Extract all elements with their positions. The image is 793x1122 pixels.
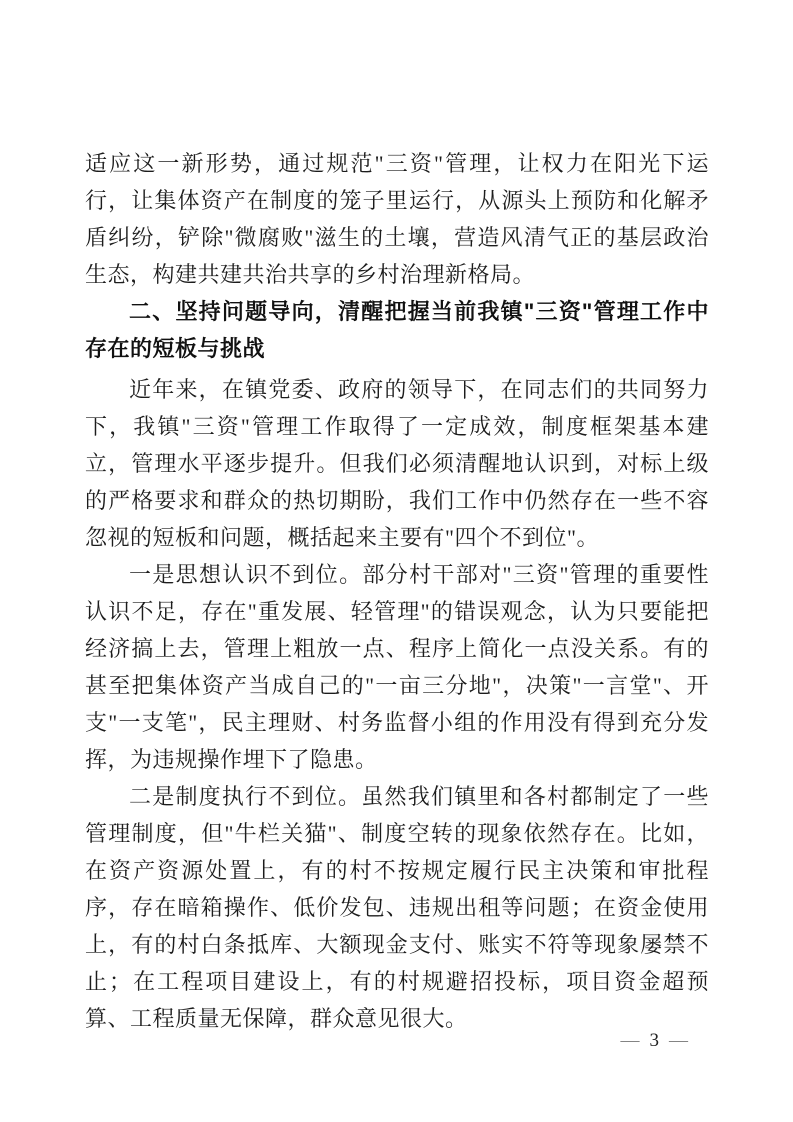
document-body bbox=[85, 145, 709, 1037]
footer-dash-left: — bbox=[620, 1030, 640, 1051]
paragraph-overview: 近年来，在镇党委、政府的领导下，在同志们的共同努力下，我镇"三资"管理工作取得了一定成效，制度框架基本建立，管理水平逐步提升。但我们必须清醒地认识到，对标上级的严格要求和群众的热切期盼，我们工作中仍然存在一些不容忽视的短板和问题，概括起来主要有"四个不到位"。 bbox=[85, 377, 709, 550]
page-footer bbox=[621, 1030, 689, 1052]
paragraph-continuation: 适应这一新形势，通过规范"三资"管理，让权力在阳光下运行，让集体资产在制度的笼子里运行，从源头上预防和化解矛盾纠纷，铲除"微腐败"滋生的土壤，营造风清气正的基层政治生态，构建共建共治共享的乡村治理新格局。 bbox=[85, 151, 709, 287]
page-number: 3 bbox=[649, 1030, 659, 1051]
footer-dash-right: — bbox=[669, 1030, 688, 1051]
paragraph-point-two: 二是制度执行不到位。虽然我们镇里和各村都制定了一些管理制度，但"牛栏关猫"、制度空转的现象依然存在。比如，在资产资源处置上，有的村不按规定履行民主决策和审批程序，存在暗箱操作、低价发包、违规出租等问题；在资金使用上，有的村白条抵库、大额现金支付、账实不符等现象屡禁不止；在工程项目建设上，有的村规避招投标，项目资金超预算、工程质量无保障，群众意见很大。 bbox=[85, 784, 709, 1031]
section-heading: 二、坚持问题导向，清醒把握当前我镇"三资"管理工作中存在的短板与挑战 bbox=[85, 299, 709, 361]
paragraph-point-one: 一是思想认识不到位。部分村干部对"三资"管理的重要性认识不足，存在"重发展、轻管理"的错误观念，认为只要能把经济搞上去，管理上粗放一点、程序上简化一点没关系。有的甚至把集体资产当成自己的"一亩三分地"，决策"一言堂"、开支"一支笔"，民主理财、村务监督小组的作用没有得到充分发挥，为违规操作埋下了隐患。 bbox=[85, 562, 709, 772]
